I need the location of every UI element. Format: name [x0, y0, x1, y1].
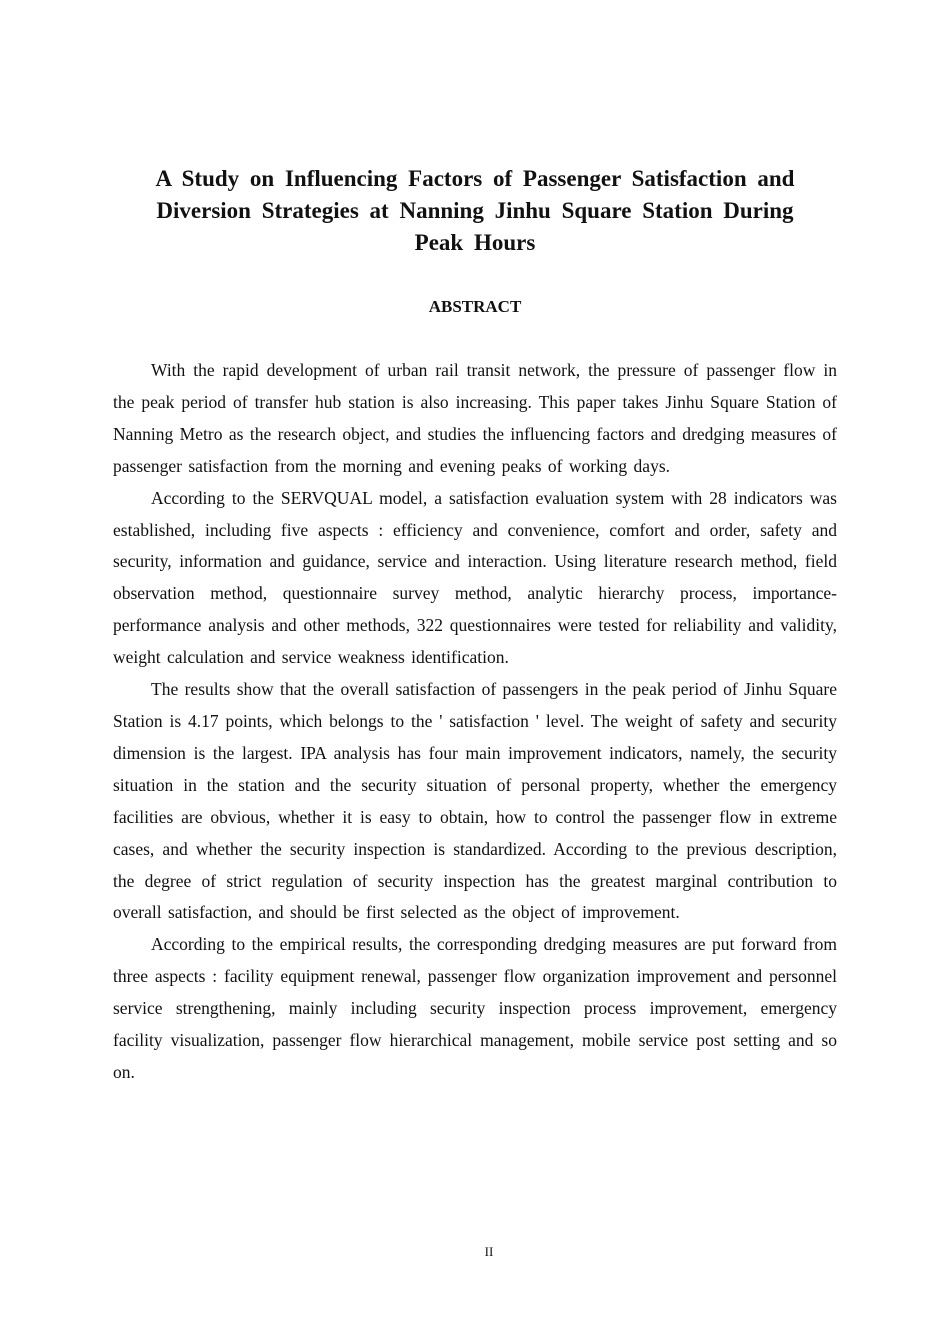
page-number: II	[484, 1244, 494, 1259]
abstract-body	[113, 355, 837, 1089]
abstract-heading: ABSTRACT	[428, 297, 522, 316]
abstract-paragraph: According to the SERVQUAL model, a satisfaction evaluation system with 28 indicators was established, including five aspects : efficiency and convenience, comfort and order, safety and security, information and guidance, service and interaction. Using literature research method, field observation method, questionnaire survey method, analytic hierarchy process, importance-performance analysis and other methods, 322 questionnaires were tested for reliability and validity, weight calculation and service weakness identification.	[113, 487, 837, 668]
paper-title: A Study on Influencing Factors of Passenger Satisfaction and Diversion Strategies at Nanning Jinhu Square Station During Peak Hours	[155, 166, 795, 255]
abstract-paragraph: According to the empirical results, the corresponding dredging measures are put forward from three aspects : facility equipment renewal, passenger flow organization improvement and personnel service strengthening, mainly including security inspection process improvement, emergency facility visualization, passenger flow hierarchical management, mobile service post setting and so on.	[113, 934, 837, 1082]
abstract-paragraph: The results show that the overall satisfaction of passengers in the peak period of Jinhu Square Station is 4.17 points, which belongs to the ' satisfaction ' level. The weight of safety and security dimension is the largest. IPA analysis has four main improvement indicators, namely, the security situation in the station and the security situation of personal property, whether the emergency facilities are obvious, whether it is easy to obtain, how to control the passenger flow in extreme cases, and whether the security inspection is standardized. According to the previous description, the degree of strict regulation of security inspection has the greatest marginal contribution to overall satisfaction, and should be first selected as the object of improvement.	[113, 679, 837, 923]
abstract-paragraph: With the rapid development of urban rail transit network, the pressure of passenger flow in the peak period of transfer hub station is also increasing. This paper takes Jinhu Square Station of Nanning Metro as the research object, and studies the influencing factors and dredging measures of passenger satisfaction from the morning and evening peaks of working days.	[113, 360, 837, 476]
